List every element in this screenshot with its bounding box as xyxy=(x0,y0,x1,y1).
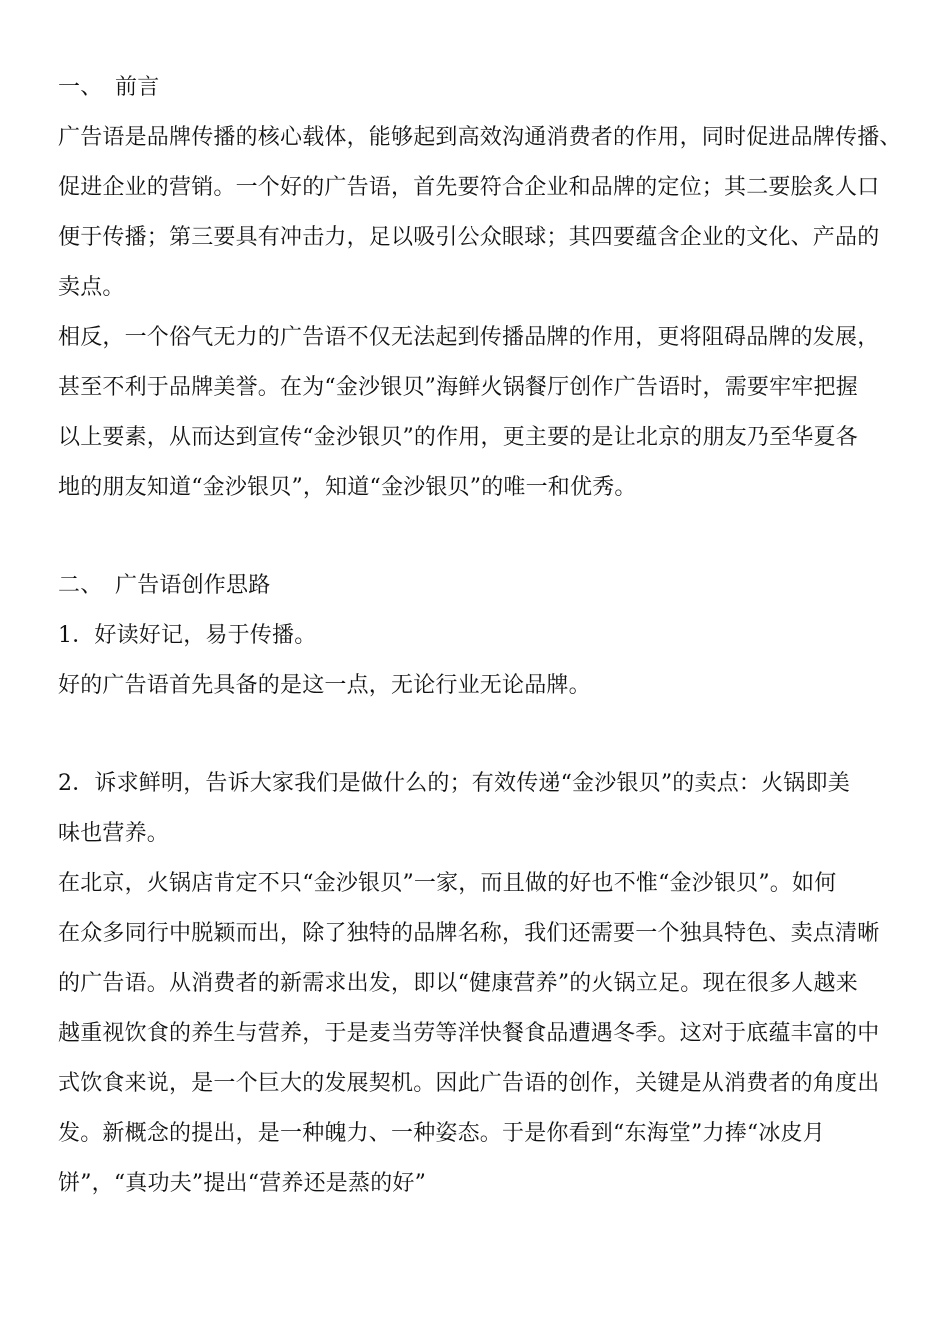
point-2-title-line: 2．诉求鲜明，告诉大家我们是做什么的；有效传递“金沙银贝”的卖点：火锅即美 xyxy=(58,771,850,796)
paragraph-line: 甚至不利于品牌美誉。在为“金沙银贝”海鲜火锅餐厅创作广告语时，需要牢牢把握 xyxy=(58,375,858,400)
paragraph-line: 以上要素，从而达到宣传“金沙银贝”的作用，更主要的是让北京的朋友乃至华夏各 xyxy=(58,425,858,450)
paragraph-line: 卖点。 xyxy=(58,275,125,300)
section-2-heading xyxy=(58,571,270,601)
paragraph-line: 广告语是品牌传播的核心载体，能够起到高效沟通消费者的作用，同时促进品牌传播、 xyxy=(58,125,902,150)
point-2-title-line: 味也营养。 xyxy=(58,821,170,846)
section-1-title: 前言 xyxy=(115,75,160,100)
paragraph-line: 便于传播；第三要具有冲击力，足以吸引公众眼球；其四要蕴含企业的文化、产品的 xyxy=(58,225,880,250)
point-1-title: 1．好读好记，易于传播。 xyxy=(58,623,317,648)
paragraph-line: 促进企业的营销。一个好的广告语，首先要符合企业和品牌的定位；其二要脍炙人口 xyxy=(58,175,880,200)
section-2-title: 广告语创作思路 xyxy=(115,573,271,598)
paragraph-line: 相反，一个俗气无力的广告语不仅无法起到传播品牌的作用，更将阻碍品牌的发展， xyxy=(58,325,880,350)
paragraph-line: 式饮食来说，是一个巨大的发展契机。因此广告语的创作，关键是从消费者的角度出 xyxy=(58,1071,880,1096)
paragraph-line: 地的朋友知道“金沙银贝”，知道“金沙银贝”的唯一和优秀。 xyxy=(58,475,637,500)
paragraph-line: 在众多同行中脱颖而出，除了独特的品牌名称，我们还需要一个独具特色、卖点清晰 xyxy=(58,921,880,946)
paragraph-line: 的广告语。从消费者的新需求出发，即以“健康营养”的火锅立足。现在很多人越来 xyxy=(58,971,858,996)
section-1-number: 一、 xyxy=(58,75,103,100)
paragraph-line: 饼”，“真功夫”提出“营养还是蒸的好” xyxy=(58,1171,427,1196)
paragraph-line: 在北京，火锅店肯定不只“金沙银贝”一家，而且做的好也不惟“金沙银贝”。如何 xyxy=(58,871,837,896)
section-1-heading xyxy=(58,73,159,103)
paragraph-line: 越重视饮食的养生与营养，于是麦当劳等洋快餐食品遭遇冬季。这对于底蕴丰富的中 xyxy=(58,1021,880,1046)
paragraph-line: 发。新概念的提出，是一种魄力、一种姿态。于是你看到“东海堂”力捧“冰皮月 xyxy=(58,1121,825,1146)
point-1-body: 好的广告语首先具备的是这一点，无论行业无论品牌。 xyxy=(58,673,591,698)
section-2-number: 二、 xyxy=(58,573,103,598)
